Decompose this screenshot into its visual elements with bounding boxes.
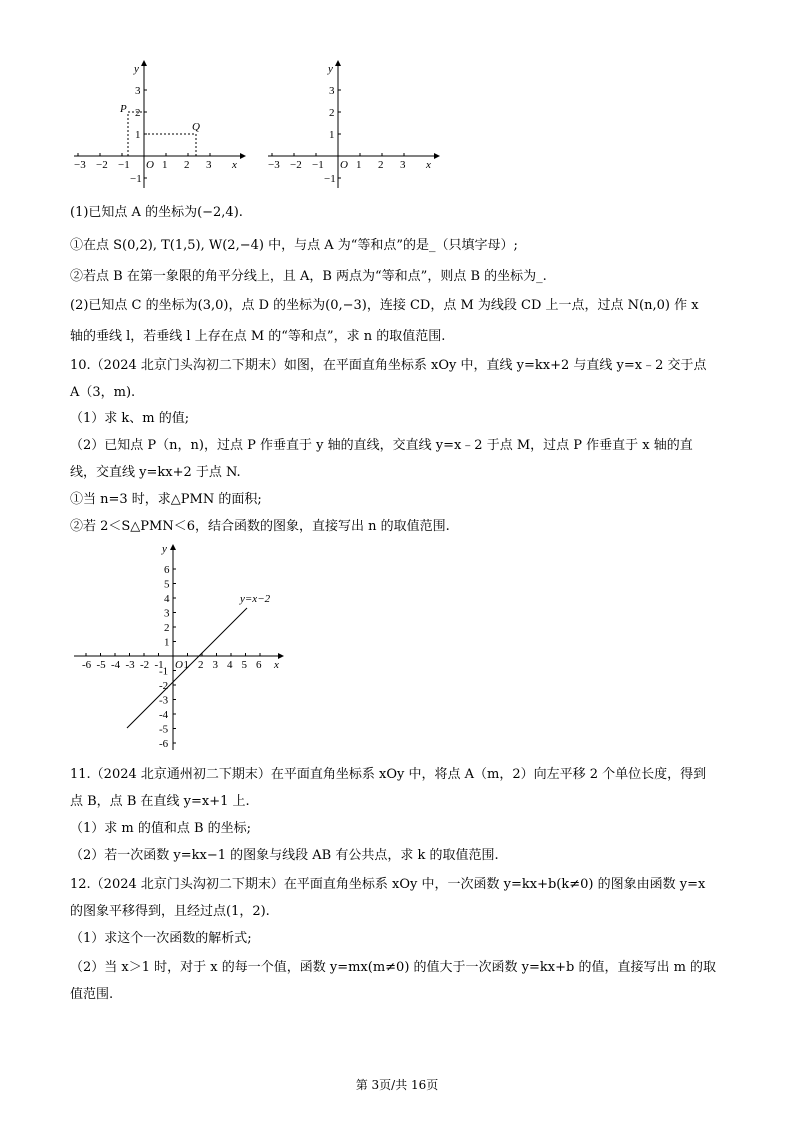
page-footer: 第 3页/共 16页: [355, 1078, 439, 1092]
x-tick-label: 2: [198, 659, 204, 671]
text-line: （1）求 k、m 的值;: [70, 411, 190, 426]
x-tick-label: O: [175, 659, 183, 671]
x-tick-label: 3: [400, 159, 406, 171]
x-tick-label: −2: [290, 159, 302, 171]
text-line: ②若 2＜S△PMN＜6，结合函数的图象，直接写出 n 的取值范围.: [70, 519, 450, 534]
y-tick-label: -1: [159, 665, 169, 678]
text-line: ①在点 S(0,2), T(1,5), W(2,−4) 中，与点 A 为“等和点”的是_（只填字母）;: [70, 238, 518, 253]
x-tick-label: 2: [184, 159, 190, 171]
line-label: y=x−2: [240, 593, 271, 605]
x-tick-label: -5: [96, 659, 106, 671]
x-tick-label: 1: [183, 659, 189, 671]
y-tick-label: 4: [164, 593, 170, 605]
y-tick-label: 5: [164, 578, 170, 591]
question-11-title: 11.（2024 北京通州初二下期末）在平面直角坐标系 xOy 中，将点 A（m，2）向左平移 2 个单位长度，得到: [70, 767, 707, 782]
point-q-label: Q: [192, 121, 200, 133]
x-tick-label: 6: [256, 659, 262, 671]
text-line: （2）当 x＞1 时，对于 x 的每一个值，函数 y=mx(m≠0) 的值大于一次函数 y=kx+b 的值，直接写出 m 的取: [70, 960, 717, 975]
y-tick-label: 2: [135, 107, 141, 119]
text-line: A（3，m).: [70, 385, 136, 400]
x-tick-label: 1: [356, 159, 362, 171]
y-tick-label: 1: [329, 129, 335, 141]
x-tick-label: 5: [241, 659, 247, 671]
text-line: （2）若一次函数 y=kx−1 的图象与线段 AB 有公共点，求 k 的取值范围.: [70, 848, 499, 863]
question-12-title: 12.（2024 北京门头沟初二下期末）在平面直角坐标系 xOy 中，一次函数 y=kx+b(k≠0) 的图象由函数 y=x: [70, 877, 706, 892]
x-tick-label: -1: [154, 659, 164, 671]
y-axis-label: y: [162, 543, 167, 555]
y-tick-label: 1: [164, 636, 170, 649]
x-tick-label: 1: [162, 159, 168, 171]
text-line: 的图象平移得到，且经过点(1，2).: [70, 904, 270, 919]
x-tick-label: −2: [96, 159, 108, 171]
y-axis-label: y: [134, 63, 139, 75]
x-tick-label: 3: [206, 159, 212, 171]
text-line: (2)已知点 C 的坐标为(3,0)，点 D 的坐标为(0,−3)，连接 CD，点 M 为线段 CD 上一点，过点 N(n,0) 作 x: [70, 298, 699, 313]
x-tick-label: -3: [125, 659, 135, 671]
x-axis-label: x: [426, 159, 431, 171]
x-tick-label: 2: [378, 159, 384, 171]
text-line: ②若点 B 在第一象限的角平分线上，且 A，B 两点为“等和点”，则点 B 的坐标为_.: [70, 269, 547, 284]
text-line: （2）已知点 P（n，n)，过点 P 作垂直于 y 轴的直线，交直线 y=x﹣2 于点 M，过点 P 作垂直于 x 轴的直: [70, 438, 693, 453]
y-tick-label: -4: [159, 709, 169, 721]
y-tick-label: 2: [164, 622, 170, 634]
text-line: （1）求 m 的值和点 B 的坐标;: [70, 821, 252, 836]
y-tick-label: 3: [329, 85, 335, 97]
y-tick-label: -2: [159, 680, 169, 692]
x-axis-label: x: [232, 159, 237, 171]
y-tick-label: 3: [164, 607, 170, 620]
coordinate-figure-2: [262, 58, 442, 194]
text-line: 线，交直线 y=kx+2 于点 N.: [70, 465, 241, 480]
y-tick-label: −1: [130, 173, 142, 185]
y-tick-label: 1: [135, 129, 141, 141]
y-tick-label: 6: [164, 564, 170, 576]
x-tick-label: 3: [212, 659, 218, 671]
x-tick-label: O: [146, 159, 154, 171]
x-tick-label: 4: [227, 659, 233, 671]
text-line: 轴的垂线 l，若垂线 l 上存在点 M 的“等和点”，求 n 的取值范围.: [70, 329, 446, 344]
text-line: ①当 n=3 时，求△PMN 的面积;: [70, 492, 262, 507]
x-tick-label: O: [340, 159, 348, 171]
y-tick-label: -3: [159, 694, 169, 707]
x-tick-label: -2: [140, 659, 150, 671]
coordinate-figure-3: [70, 540, 290, 756]
y-tick-label: 2: [329, 107, 335, 119]
x-tick-label: -6: [82, 659, 92, 671]
x-tick-label: −1: [312, 159, 324, 171]
point-p-label: P: [120, 103, 127, 115]
y-axis-label: y: [328, 63, 333, 75]
x-tick-label: −3: [74, 159, 86, 171]
x-tick-label: -4: [111, 659, 121, 671]
text-line: （1）求这个一次函数的解析式;: [70, 931, 252, 946]
y-tick-label: −1: [324, 173, 336, 185]
y-tick-label: 3: [135, 85, 141, 97]
x-axis-label: x: [274, 659, 279, 671]
y-tick-label: -6: [159, 738, 169, 750]
question-10-title: 10.（2024 北京门头沟初二下期末）如图，在平面直角坐标系 xOy 中，直线 y=kx+2 与直线 y=x﹣2 交于点: [70, 358, 707, 373]
coordinate-figure-1: [68, 58, 248, 194]
x-tick-label: −1: [118, 159, 130, 171]
y-tick-label: -5: [159, 723, 169, 736]
text-line: 点 B，点 B 在直线 y=x+1 上.: [70, 794, 250, 809]
text-line: 值范围.: [70, 987, 114, 1002]
x-tick-label: −3: [268, 159, 280, 171]
text-line: (1)已知点 A 的坐标为(−2,4).: [70, 205, 243, 220]
